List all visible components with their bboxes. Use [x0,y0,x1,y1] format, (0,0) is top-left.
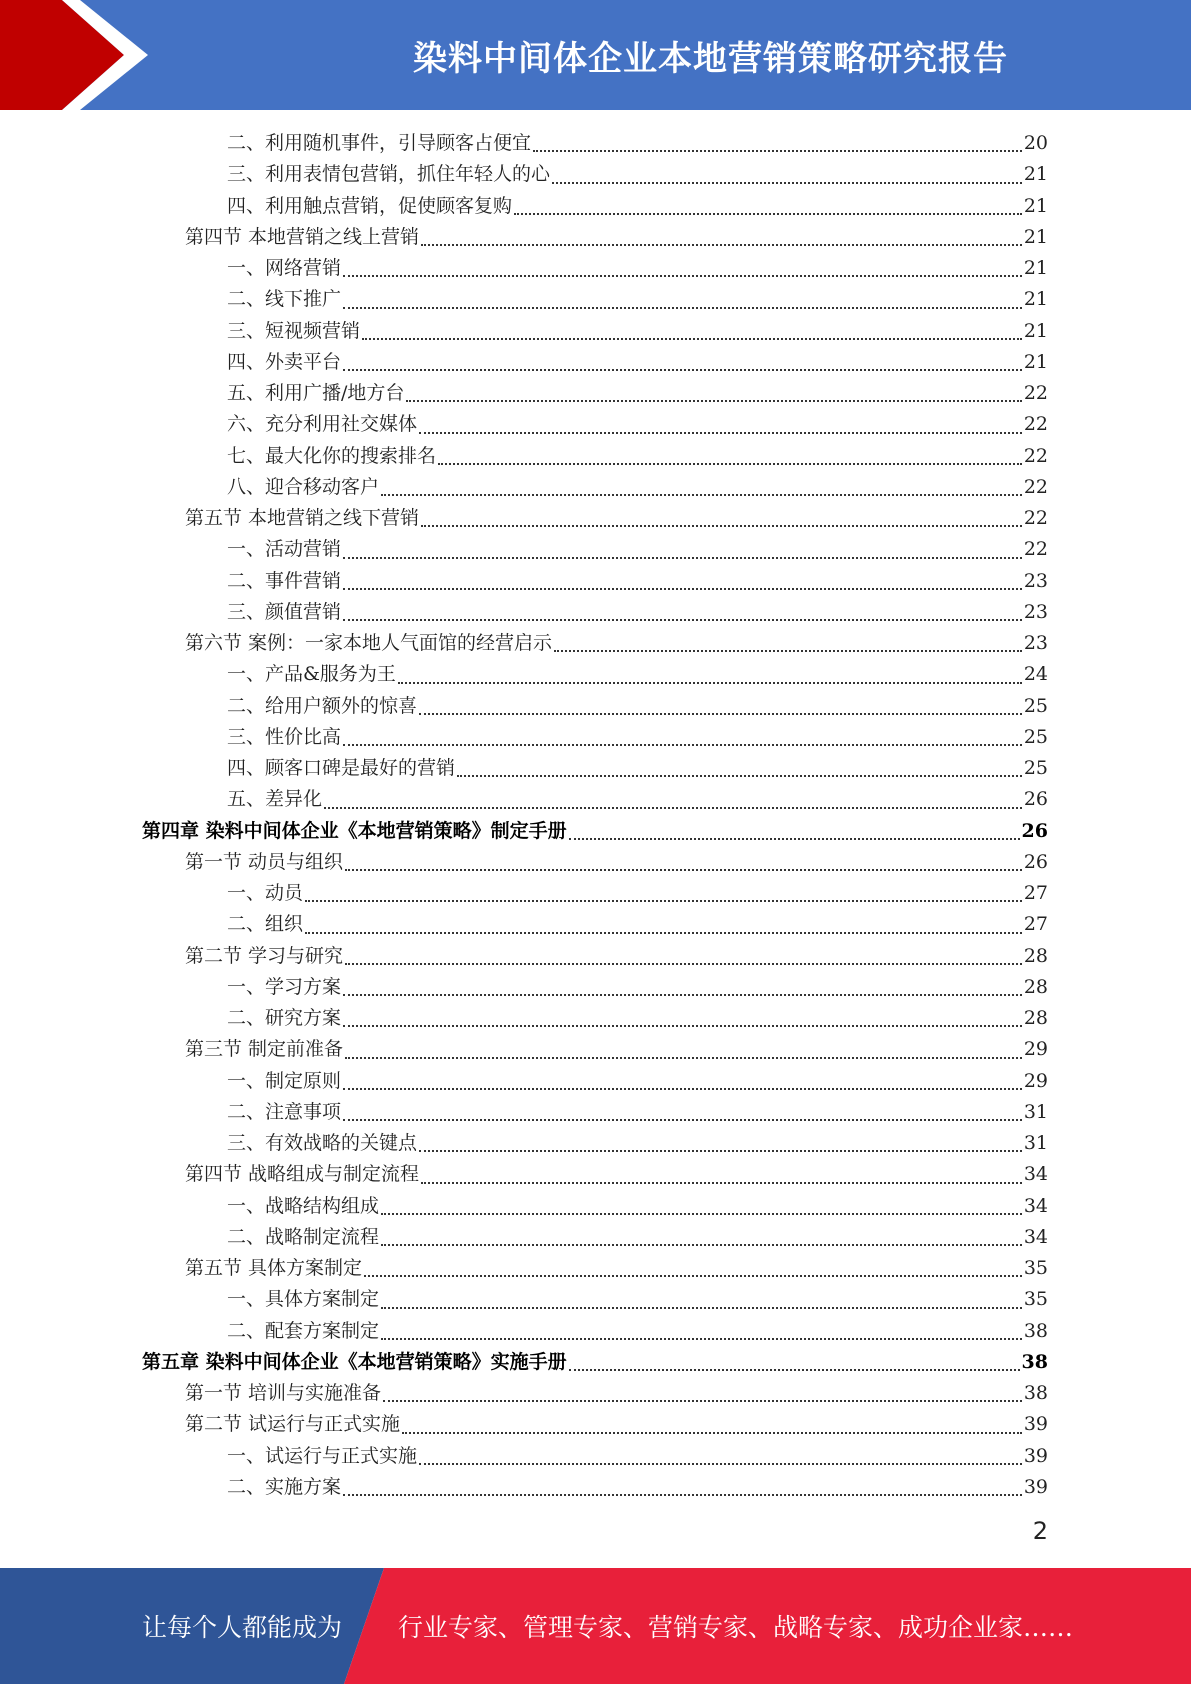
header-title: 染料中间体企业本地营销策略研究报告 [413,38,1008,79]
toc-entry[interactable] [142,753,1048,784]
toc-entry[interactable] [142,1378,1048,1409]
toc-entry[interactable] [142,1097,1048,1128]
toc-entry[interactable] [142,253,1048,284]
toc-entry-label: 第一节 动员与组织 [185,850,344,873]
toc-dot-leader [421,244,1022,246]
toc-entry-page: 39 [1023,1413,1048,1436]
toc-entry-label: 二、事件营销 [227,569,342,592]
toc-entry-label: 第二节 试运行与正式实施 [185,1413,401,1436]
toc-entry-label: 第五章 染料中间体企业《本地营销策略》实施手册 [142,1350,567,1373]
toc-entry[interactable] [142,191,1048,222]
toc-entry-page: 21 [1023,350,1048,373]
toc-entry-page: 22 [1023,507,1048,529]
toc-entry-page: 34 [1023,1194,1048,1217]
toc-entry-label: 第四章 染料中间体企业《本地营销策略》制定手册 [142,819,567,842]
toc-entry-page: 22 [1023,538,1048,561]
toc-entry-page: 21 [1023,163,1048,186]
toc-entry[interactable] [142,1347,1048,1378]
toc-entry-label: 第六节 案例：一家本地人气面馆的经营启示 [185,632,553,654]
toc-entry-page: 26 [1023,850,1048,873]
toc-entry-label: 二、实施方案 [227,1475,342,1498]
toc-entry[interactable] [142,1253,1048,1284]
toc-dot-leader [554,650,1022,652]
toc-entry-page: 38 [1023,1382,1048,1404]
toc-entry[interactable] [142,659,1048,690]
toc-entry-page: 22 [1023,413,1048,436]
toc-entry-page: 25 [1023,757,1048,779]
toc-dot-leader [419,713,1022,715]
toc-dot-leader [324,807,1022,809]
toc-entry-label: 五、利用广播/地方台 [227,382,405,404]
toc-entry[interactable] [142,784,1048,815]
toc-dot-leader [398,682,1022,684]
toc-entry-label: 一、动员 [227,882,304,904]
toc-entry-label: 二、配套方案制定 [227,1319,380,1342]
toc-entry-page: 35 [1023,1257,1048,1279]
toc-entry[interactable] [142,378,1048,409]
toc-entry-page: 29 [1023,1069,1048,1092]
toc-entry[interactable] [142,1409,1048,1440]
toc-entry-label: 一、试运行与正式实施 [227,1444,418,1467]
toc-entry[interactable] [142,1284,1048,1315]
footer-slogan-left: 让每个人都能成为 [142,1613,343,1642]
toc-entry-page: 21 [1023,288,1048,311]
toc-entry-label: 四、利用触点营销，促使顾客复购 [227,194,513,217]
toc-dot-leader [381,1213,1022,1215]
table-of-contents [142,128,1048,1503]
toc-entry-page: 22 [1023,475,1048,498]
toc-entry[interactable] [142,1003,1048,1034]
toc-entry-page: 34 [1023,1225,1048,1248]
toc-entry[interactable] [142,1222,1048,1253]
toc-entry-label: 三、短视频营销 [227,319,361,342]
toc-dot-leader [514,213,1022,215]
toc-entry-label: 三、性价比高 [227,725,342,748]
toc-dot-leader [381,1307,1022,1309]
toc-entry[interactable] [142,1159,1048,1190]
toc-entry[interactable] [142,1316,1048,1347]
toc-entry[interactable] [142,722,1048,753]
toc-entry[interactable] [142,503,1048,534]
toc-entry[interactable] [142,972,1048,1003]
toc-entry-page: 38 [1021,1350,1048,1373]
toc-entry-label: 六、充分利用社交媒体 [227,413,418,436]
toc-dot-leader [345,869,1022,871]
toc-entry-page: 22 [1023,382,1048,404]
toc-dot-leader [381,494,1022,496]
toc-entry-label: 第二节 学习与研究 [185,944,344,967]
toc-dot-leader [552,182,1022,184]
toc-dot-leader [343,619,1022,621]
toc-entry-label: 一、活动营销 [227,538,342,561]
toc-entry[interactable] [142,909,1048,940]
toc-entry-page: 21 [1023,194,1048,217]
toc-entry-label: 第三节 制定前准备 [185,1038,344,1061]
toc-dot-leader [305,932,1022,934]
toc-entry-page: 35 [1023,1288,1048,1311]
toc-entry-label: 一、制定原则 [227,1069,342,1092]
toc-entry-label: 三、有效战略的关键点 [227,1132,418,1154]
toc-entry-page: 21 [1023,257,1048,279]
toc-entry-label: 一、网络营销 [227,257,342,279]
toc-entry-page: 34 [1023,1163,1048,1186]
toc-entry-label: 四、外卖平台 [227,350,342,373]
toc-entry-label: 一、战略结构组成 [227,1194,380,1217]
toc-dot-leader [343,369,1022,371]
toc-dot-leader [381,1244,1022,1246]
toc-entry-label: 二、战略制定流程 [227,1225,380,1248]
toc-dot-leader [343,1025,1022,1027]
toc-entry[interactable] [142,128,1048,159]
toc-entry-page: 21 [1023,225,1048,248]
toc-entry-label: 二、线下推广 [227,288,342,311]
toc-entry-page: 21 [1023,319,1048,342]
toc-dot-leader [383,1400,1022,1402]
page-number: 2 [1032,1517,1048,1545]
toc-entry[interactable] [142,1034,1048,1065]
toc-entry[interactable] [142,816,1048,847]
toc-dot-leader [419,1463,1022,1465]
toc-entry-label: 二、组织 [227,913,304,936]
toc-entry-label: 第四节 本地营销之线上营销 [185,225,420,248]
toc-dot-leader [343,1088,1022,1090]
toc-entry[interactable] [142,1472,1048,1503]
toc-entry-page: 31 [1023,1132,1048,1154]
toc-entry[interactable] [142,347,1048,378]
footer-slogan-right: 行业专家、管理专家、营销专家、战略专家、成功企业家…… [398,1613,1074,1642]
toc-entry-label: 七、最大化你的搜索排名 [227,444,437,467]
toc-dot-leader [421,525,1022,527]
toc-entry-label: 二、注意事项 [227,1100,342,1123]
toc-entry-page: 26 [1023,788,1048,811]
toc-entry-page: 25 [1023,725,1048,748]
toc-entry[interactable] [142,159,1048,190]
toc-dot-leader [343,275,1022,277]
toc-entry-page: 23 [1023,632,1048,654]
toc-entry[interactable] [142,878,1048,909]
toc-entry[interactable] [142,1441,1048,1472]
toc-entry[interactable] [142,284,1048,315]
toc-entry[interactable] [142,1066,1048,1097]
toc-entry-label: 一、具体方案制定 [227,1288,380,1311]
toc-entry[interactable] [142,409,1048,440]
toc-dot-leader [569,1369,1020,1371]
toc-entry[interactable] [142,847,1048,878]
toc-entry[interactable] [142,597,1048,628]
toc-entry-label: 二、给用户额外的惊喜 [227,694,418,717]
toc-entry-page: 38 [1023,1319,1048,1342]
toc-dot-leader [305,900,1022,902]
toc-dot-leader [402,1432,1022,1434]
toc-entry-page: 28 [1023,975,1048,998]
toc-entry-page: 23 [1023,600,1048,623]
toc-entry-label: 第四节 战略组成与制定流程 [185,1163,420,1186]
toc-entry-label: 二、研究方案 [227,1007,342,1029]
toc-entry[interactable] [142,628,1048,659]
toc-entry-label: 三、利用表情包营销，抓住年轻人的心 [227,163,551,186]
toc-dot-leader [457,775,1022,777]
toc-entry-page: 25 [1023,694,1048,717]
toc-dot-leader [345,963,1022,965]
toc-entry-page: 27 [1023,913,1048,936]
toc-dot-leader [419,432,1022,434]
toc-dot-leader [345,1057,1022,1059]
toc-entry-page: 27 [1023,882,1048,904]
toc-entry-page: 29 [1023,1038,1048,1061]
toc-entry-label: 四、顾客口碑是最好的营销 [227,757,456,779]
toc-dot-leader [533,150,1022,152]
toc-entry[interactable] [142,941,1048,972]
toc-dot-leader [569,838,1020,840]
header-banner [0,0,1191,110]
toc-entry-label: 一、学习方案 [227,975,342,998]
toc-entry-label: 第一节 培训与实施准备 [185,1382,382,1404]
toc-entry[interactable] [142,534,1048,565]
toc-dot-leader [343,1494,1022,1496]
toc-dot-leader [419,1150,1022,1152]
toc-entry-page: 28 [1023,944,1048,967]
header-arrow-decoration [0,0,150,110]
toc-entry-label: 第五节 本地营销之线下营销 [185,507,420,529]
toc-dot-leader [343,994,1022,996]
toc-entry-label: 二、利用随机事件，引导顾客占便宜 [227,132,532,154]
toc-entry[interactable] [142,222,1048,253]
toc-entry[interactable] [142,566,1048,597]
toc-dot-leader [343,307,1022,309]
toc-entry[interactable] [142,316,1048,347]
toc-entry[interactable] [142,1191,1048,1222]
toc-dot-leader [438,463,1022,465]
toc-dot-leader [343,588,1022,590]
toc-entry-label: 八、迎合移动客户 [227,475,380,498]
toc-entry-page: 20 [1023,132,1048,154]
toc-dot-leader [406,400,1021,402]
toc-entry-page: 26 [1021,819,1048,842]
toc-dot-leader [381,1338,1022,1340]
toc-dot-leader [364,1275,1022,1277]
toc-entry[interactable] [142,1128,1048,1159]
toc-entry-page: 31 [1023,1100,1048,1123]
toc-entry-label: 第五节 具体方案制定 [185,1257,363,1279]
toc-entry[interactable] [142,691,1048,722]
toc-entry-page: 23 [1023,569,1048,592]
toc-entry-label: 一、产品&服务为王 [227,663,396,686]
toc-entry[interactable] [142,441,1048,472]
toc-dot-leader [362,338,1022,340]
toc-entry-label: 五、差异化 [227,788,323,811]
toc-entry-page: 28 [1023,1007,1048,1029]
toc-entry-page: 24 [1023,663,1048,686]
toc-entry-page: 39 [1023,1444,1048,1467]
toc-entry[interactable] [142,472,1048,503]
toc-entry-page: 39 [1023,1475,1048,1498]
toc-dot-leader [421,1182,1022,1184]
toc-dot-leader [343,1119,1022,1121]
toc-dot-leader [343,557,1022,559]
toc-entry-page: 22 [1023,444,1048,467]
toc-dot-leader [343,744,1022,746]
toc-entry-label: 三、颜值营销 [227,600,342,623]
